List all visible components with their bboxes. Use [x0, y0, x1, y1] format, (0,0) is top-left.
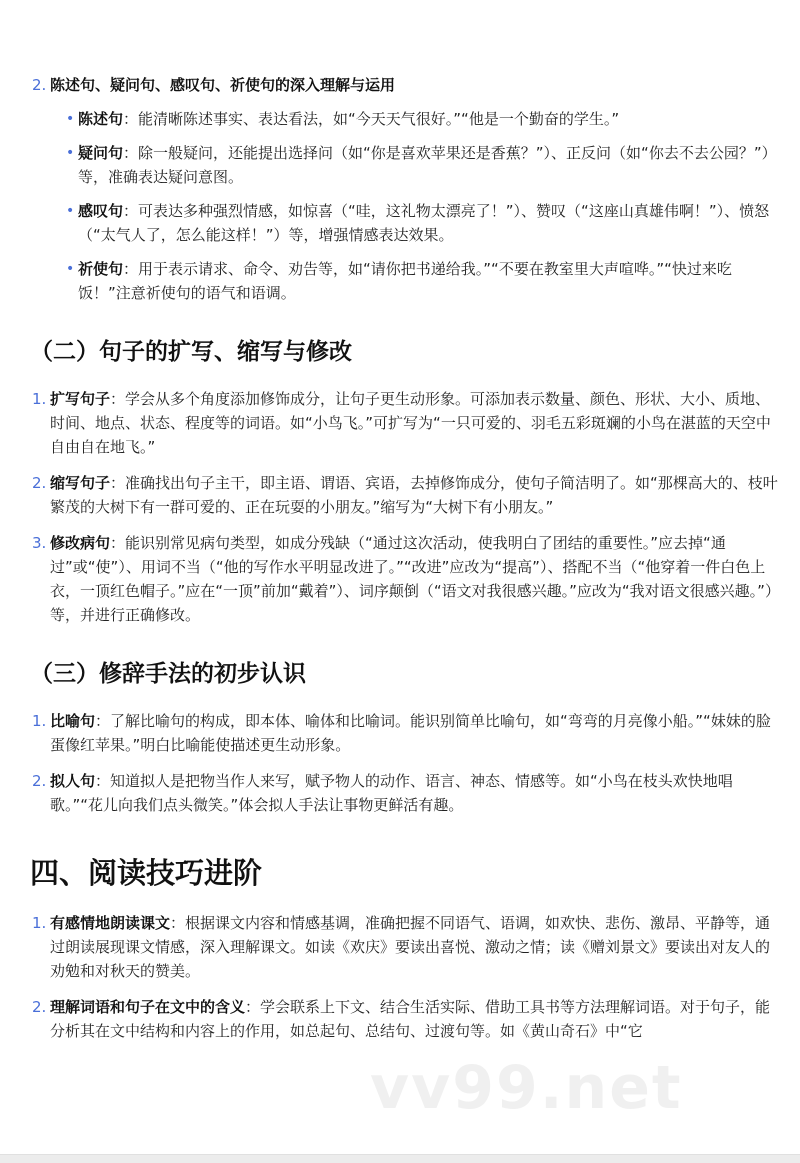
list-item: [0, 769, 800, 817]
term: 疑问句: [78, 144, 124, 162]
list-number: 1.: [32, 712, 47, 730]
term: 缩写句子: [50, 474, 111, 492]
list-number: 1.: [32, 914, 47, 932]
list-number: 3.: [32, 534, 47, 552]
description: ：用于表示请求、命令、劝告等，如“请你把书递给我。”“不要在教室里大声喧哗。”“快过来吃饭！”注意祈使句的语气和语调。: [78, 260, 732, 302]
list-number: 1.: [32, 390, 47, 408]
description: ：除一般疑问，还能提出选择问（如“你是喜欢苹果还是香蕉？”）、正反问（如“你去不去公园？”）等，准确表达疑问意图。: [78, 144, 770, 186]
bullet-item: [0, 107, 800, 131]
list-item: [0, 709, 800, 757]
list-item: [0, 471, 800, 519]
term: 祈使句: [78, 260, 124, 278]
list-item: [0, 531, 800, 627]
term: 理解词语和句子在文中的含义: [50, 998, 246, 1016]
list-number: 2.: [32, 772, 47, 790]
list-item: [0, 995, 800, 1043]
description: ：准确找出句子主干，即主语、谓语、宾语，去掉修饰成分，使句子简洁明了。如“那棵高大的、枝叶繁茂的大树下有一群可爱的、正在玩耍的小朋友。”缩写为“大树下有小朋友。”: [50, 474, 778, 516]
bullet-item: [0, 257, 800, 305]
term: 扩写句子: [50, 390, 111, 408]
bullet-icon: •: [66, 261, 75, 277]
term: 感叹句: [78, 202, 124, 220]
list-item-sentence-types: [0, 73, 800, 97]
description: ：根据课文内容和情感基调，准确把握不同语气、语调，如欢快、悲伤、激昂、平静等，通过朗读展现课文情感，深入理解课文。如读《欢庆》要读出喜悦、激动之情；读《赠刘景文》要读出对友人的劝勉和对秋天的赞美。: [50, 914, 771, 980]
term: 比喻句: [50, 712, 96, 730]
term: 拟人句: [50, 772, 96, 790]
section-heading: （二）句子的扩写、缩写与修改: [30, 339, 352, 365]
description: ：能清晰陈述事实、表达看法，如“今天天气很好。”“他是一个勤奋的学生。”: [123, 110, 620, 128]
description: ：学会从多个角度添加修饰成分，让句子更生动形象。可添加表示数量、颜色、形状、大小、质地、时间、地点、状态、程度等的词语。如“小鸟飞。”可扩写为“一只可爱的、羽毛五彩斑斓的小鸟在湛蓝的天空中自由自在地飞。”: [50, 390, 771, 456]
section-heading: （三）修辞手法的初步认识: [30, 661, 306, 687]
list-item: [0, 911, 800, 983]
term: 陈述句: [78, 110, 124, 128]
chapter-heading: 四、阅读技巧进阶: [30, 856, 263, 890]
term: 修改病句: [50, 534, 111, 552]
bullet-item: [0, 199, 800, 247]
item-title: 陈述句、疑问句、感叹句、祈使句的深入理解与运用: [50, 76, 396, 94]
bullet-item: [0, 141, 800, 189]
list-number: 2.: [32, 474, 47, 492]
description: ：可表达多种强烈情感，如惊喜（“哇，这礼物太漂亮了！”）、赞叹（“这座山真雄伟啊！”）、愤怒（“太气人了，怎么能这样！”）等，增强情感表达效果。: [78, 202, 770, 244]
page-bottom-bar: [0, 1154, 800, 1163]
bullet-icon: •: [66, 145, 75, 161]
watermark: vv99.net: [370, 1053, 683, 1123]
description: ：能识别常见病句类型，如成分残缺（“通过这次活动，使我明白了团结的重要性。”应去掉“通过”或“使”）、用词不当（“他的写作水平明显改进了。”“改进”应改为“提高”）、搭配不当（“他穿着一件白色上衣，一顶红色帽子。”应在“一顶”前加“戴着”）、词序颠倒（“语文对我很感兴趣。”应改为“我对语文很感兴趣。”）等，并进行正确修改。: [50, 534, 773, 624]
description: ：知道拟人是把物当作人来写，赋予物人的动作、语言、神态、情感等。如“小鸟在枝头欢快地唱歌。”“花儿向我们点头微笑。”体会拟人手法让事物更鲜活有趣。: [50, 772, 733, 814]
list-number: 2.: [32, 76, 47, 94]
list-number: 2.: [32, 998, 47, 1016]
term: 有感情地朗读课文: [50, 914, 171, 932]
bullet-icon: •: [66, 111, 75, 127]
description: ：了解比喻句的构成，即本体、喻体和比喻词。能识别简单比喻句，如“弯弯的月亮像小船。”“妹妹的脸蛋像红苹果。”明白比喻能使描述更生动形象。: [50, 712, 771, 754]
bullet-icon: •: [66, 203, 75, 219]
list-item: [0, 387, 800, 459]
description: ：学会联系上下文、结合生活实际、借助工具书等方法理解词语。对于句子，能分析其在文中结构和内容上的作用，如总起句、总结句、过渡句等。如《黄山奇石》中“它: [50, 998, 771, 1040]
